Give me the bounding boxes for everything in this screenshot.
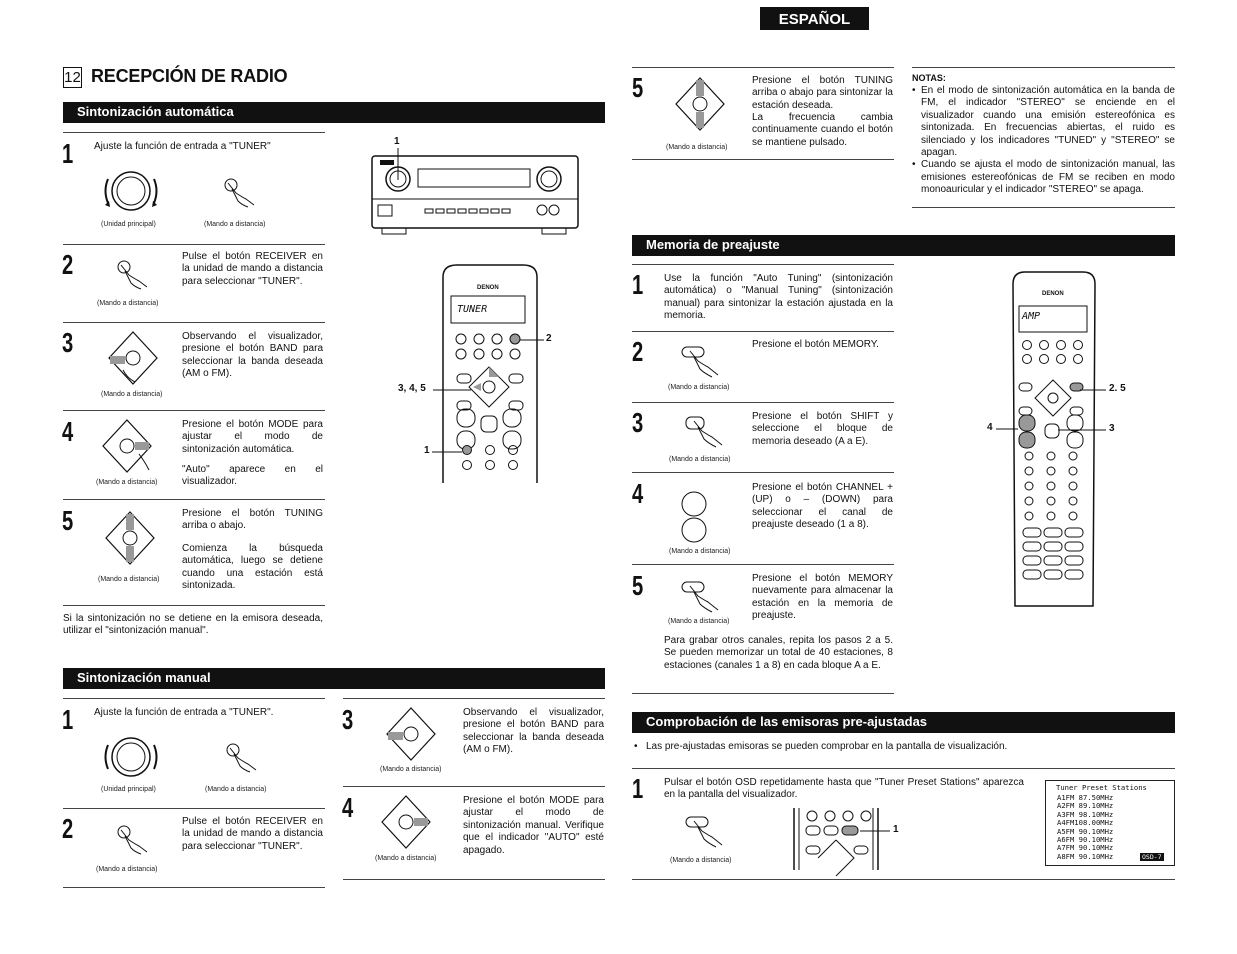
caption-remote: (Mando a distancia) [101, 391, 163, 398]
preset-step-3-text: Presione el botón SHIFT y seleccione el bloque de memoria deseado (A a E). [752, 411, 893, 447]
manual-tuning-header: Sintonización manual [63, 668, 605, 689]
caption-remote: (Mando a distancia) [670, 857, 732, 864]
finger-press-icon [113, 258, 153, 294]
manual-step-4-text: Presione el botón MODE para ajustar el modo de sintonización manual. Verifique que el indicador "AUTO" esté apagado. [463, 795, 604, 856]
callout-label: 1 [424, 445, 430, 456]
auto-step-5-number: 5 [62, 505, 74, 536]
auto-step-1-text: Ajuste la función de entrada a "TUNER" [94, 141, 271, 152]
auto-step-2-number: 2 [62, 249, 74, 280]
volume-knob-icon [100, 733, 162, 783]
auto-step-4-text2: "Auto" aparece en el visualizador. [182, 464, 323, 488]
note-item: • En el modo de sintonización automática en la banda de FM, el indicador "STEREO" se enciende en el visualizador cuando una emisión estereofónica es sintonizada. En frecuencias abiertas, el ruido es silenciado y los indicadores "TUNED" y "STEREO" se apagan. [912, 85, 1175, 159]
divider [632, 564, 894, 565]
auto-note: Si la sintonización no se detiene en la emisora deseada, utilizar el "sintonización manual". [63, 613, 323, 637]
check-bullet: • Las pre-ajustadas emisoras se pueden comprobar en la pantalla de visualización. [634, 741, 1008, 752]
receiver-front-panel-image [370, 152, 582, 242]
caption-main-unit: (Unidad principal) [101, 786, 156, 793]
channel-buttons-icon [680, 490, 710, 546]
preset-note: Para grabar otros canales, repita los pasos 2 a 5. Se pueden memorizar un total de 40 estaciones, 8 estaciones (canales 1 a 8) en cada bloque A a E. [664, 635, 893, 671]
divider [632, 879, 1175, 880]
divider [632, 472, 894, 473]
notes-list [912, 85, 1175, 197]
osd-station: A7FM 90.10MHz [1057, 843, 1114, 853]
auto-step-4-number: 4 [62, 416, 74, 447]
dpad-icon [383, 706, 439, 762]
osd-button-press-icon [684, 815, 728, 851]
preset-step-4-text: Presione el botón CHANNEL + (UP) o – (DOWN) para seleccionar el canal de preajuste deseado (1 a 8). [752, 482, 893, 531]
divider [63, 322, 325, 323]
callout-label: 1 [893, 824, 899, 835]
osd-station: A5FM 90.10MHz [1057, 826, 1114, 836]
callout-label: 3, 4, 5 [398, 383, 426, 394]
osd-station: A3FM 98.10MHz [1057, 809, 1114, 819]
osd-station: A8FM 90.10MHz [1057, 851, 1114, 861]
remote-osd-detail-image [790, 808, 882, 870]
caption-remote: (Mando a distancia) [375, 855, 437, 862]
auto-step-2-text: Pulse el botón RECEIVER en la unidad de mando a distancia para seleccionar "TUNER". [182, 251, 323, 287]
callout-line [1080, 388, 1108, 392]
divider [912, 207, 1175, 208]
remote-brand: DENON [1042, 291, 1064, 297]
osd-station: A1FM 87.50MHz [1057, 793, 1114, 802]
caption-remote: (Mando a distancia) [669, 456, 731, 463]
callout-line [520, 338, 546, 342]
caption-remote: (Mando a distancia) [97, 300, 159, 307]
notes-title: NOTAS: [912, 73, 946, 83]
finger-press-icon [113, 823, 153, 859]
preset-step-2-number: 2 [632, 336, 644, 367]
caption-remote: (Mando a distancia) [668, 618, 730, 625]
language-tab: ESPAÑOL [760, 7, 869, 30]
caption-remote: (Mando a distancia) [96, 866, 158, 873]
callout-line [860, 829, 892, 833]
divider [632, 402, 894, 403]
memory-button-press-icon [680, 580, 724, 616]
manual-step-1-text: Ajuste la función de entrada a "TUNER". [94, 707, 274, 718]
section-number: 12 [64, 69, 81, 86]
osd-station-list [1057, 794, 1113, 861]
divider [343, 786, 605, 787]
remote-display-amp: AMP [1022, 311, 1041, 322]
caption-remote: (Mando a distancia) [96, 479, 158, 486]
preset-check-header: Comprobación de las emisoras pre-ajustadas [632, 712, 1175, 733]
callout-label: 2 [546, 333, 552, 344]
divider [343, 879, 605, 880]
divider [343, 698, 605, 699]
preset-step-1-text: Use la función "Auto Tuning" (sintonización automática) o "Manual Tuning" (sintonización manual) para sintonizar la estación ajustada en la memoria. [664, 273, 893, 322]
manual-step-5-text2: La frecuencia cambia continuamente cuando el botón se mantiene pulsado. [752, 112, 893, 148]
divider [912, 67, 1175, 68]
preset-step-5-number: 5 [632, 570, 644, 601]
auto-step-3-number: 3 [62, 327, 74, 358]
divider [632, 264, 894, 265]
callout-line [996, 427, 1020, 431]
divider [63, 132, 325, 133]
check-step-1-number: 1 [632, 773, 644, 804]
manual-step-4-number: 4 [342, 792, 354, 823]
manual-step-1-number: 1 [62, 704, 74, 735]
callout-label: 1 [394, 136, 400, 147]
memory-button-press-icon [680, 345, 724, 381]
section-title: RECEPCIÓN DE RADIO [91, 66, 288, 86]
auto-step-4-text: Presione el botón MODE para ajustar el modo de sintonización automática. [182, 419, 323, 455]
callout-label: 3 [1109, 423, 1115, 434]
preset-step-2-text: Presione el botón MEMORY. [752, 339, 879, 350]
divider [632, 768, 1175, 769]
divider [63, 605, 325, 606]
manual-step-2-number: 2 [62, 813, 74, 844]
caption-remote: (Mando a distancia) [204, 221, 266, 228]
callout-line [1058, 428, 1108, 432]
manual-step-2-text: Pulse el botón RECEIVER en la unidad de mando a distancia para seleccionar "TUNER". [182, 816, 323, 852]
remote-brand: DENON [477, 285, 499, 291]
divider [63, 499, 325, 500]
osd-title: Tuner Preset Stations [1056, 783, 1147, 792]
caption-remote: (Mando a distancia) [205, 786, 267, 793]
divider [63, 887, 325, 888]
dpad-icon [378, 794, 434, 850]
callout-line [433, 388, 473, 392]
caption-remote: (Mando a distancia) [668, 384, 730, 391]
preset-memory-header: Memoria de preajuste [632, 235, 1175, 256]
auto-step-1-number: 1 [62, 138, 74, 169]
auto-step-3-text: Observando el visualizador, presione el botón BAND para seleccionar la banda deseada (AM o FM). [182, 331, 323, 380]
osd-station: A2FM 89.10MHz [1057, 801, 1114, 811]
divider [63, 244, 325, 245]
osd-station: A6FM 90.10MHz [1057, 835, 1114, 845]
callout-label: 4 [987, 422, 993, 433]
manual-step-3-text: Observando el visualizador, presione el botón BAND para seleccionar la banda deseada (AM o FM). [463, 707, 604, 756]
caption-remote: (Mando a distancia) [98, 576, 160, 583]
osd-badge: OSD-7 [1142, 853, 1162, 861]
osd-station: A4FM108.00MHz [1057, 818, 1114, 828]
manual-step-3-number: 3 [342, 704, 354, 735]
shift-button-press-icon [684, 415, 728, 451]
dpad-icon [672, 76, 728, 134]
preset-step-5-text: Presione el botón MEMORY nuevamente para almacenar la estación en la memoria de preajuste. [752, 573, 893, 622]
dpad-icon [105, 330, 161, 386]
finger-press-icon [218, 175, 260, 211]
divider [632, 331, 894, 332]
preset-step-3-number: 3 [632, 407, 644, 438]
dpad-icon [99, 418, 155, 474]
caption-remote: (Mando a distancia) [666, 144, 728, 151]
note-item: • Cuando se ajusta el modo de sintonización manual, las emisiones estereofónicas de FM se reciben en modo monoauricular y el indicador "STEREO" se apaga. [912, 159, 1175, 196]
manual-step-5-number: 5 [632, 72, 644, 103]
auto-step-5-text2: Comienza la búsqueda automática, luego se detiene cuando una estación está sintonizada. [182, 543, 323, 592]
volume-knob-icon [100, 167, 162, 217]
check-step-1-text: Pulsar el botón OSD repetidamente hasta que "Tuner Preset Stations" aparezca en la pantalla del visualizador. [664, 777, 1024, 801]
divider [63, 698, 325, 699]
caption-main-unit: (Unidad principal) [101, 221, 156, 228]
callout-label: 2. 5 [1109, 383, 1126, 394]
dpad-icon [102, 510, 158, 568]
caption-remote: (Mando a distancia) [380, 766, 442, 773]
auto-step-5-text: Presione el botón TUNING arriba o abajo. [182, 508, 323, 532]
divider [632, 67, 894, 68]
caption-remote: (Mando a distancia) [669, 548, 731, 555]
remote-display-tuner: TUNER [457, 304, 488, 315]
osd-screen [1045, 780, 1175, 866]
finger-press-icon [220, 740, 262, 776]
preset-step-4-number: 4 [632, 478, 644, 509]
divider [632, 159, 894, 160]
auto-tuning-header: Sintonización automática [63, 102, 605, 123]
divider [632, 693, 894, 694]
manual-step-5-text: Presione el botón TUNING arriba o abajo para sintonizar la estación deseada. [752, 75, 893, 111]
preset-step-1-number: 1 [632, 269, 644, 300]
callout-line [396, 148, 400, 182]
divider [63, 410, 325, 411]
callout-line [432, 450, 464, 454]
divider [63, 808, 325, 809]
